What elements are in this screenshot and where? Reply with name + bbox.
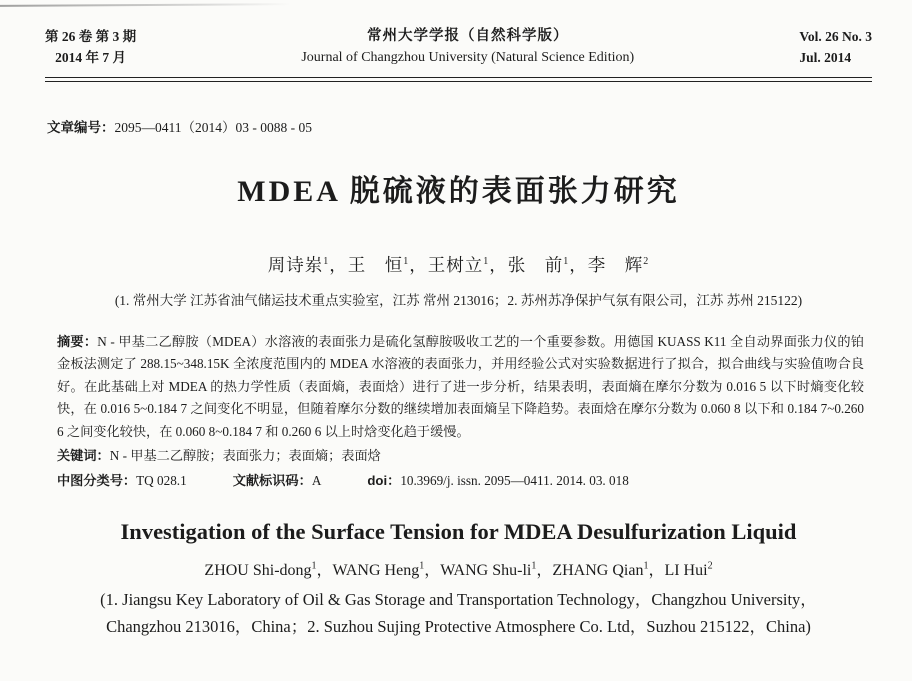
volume-issue-cn: 第 26 卷 第 3 期 [45,29,137,44]
doc-code-segment [233,470,322,493]
author-cn: 周诗岽$^1$ [267,254,330,275]
abstract-text: N - 甲基二乙醇胺（MDEA）水溶液的表面张力是硫化氢醇胺吸收工艺的一个重要参数。用德国 KUASS K11 全自动界面张力仪的铂金板法测定了 288.15~348.15K 全浓度范围内的 MDEA 水溶液的表面张力，并用经验公式对实验数据进行了拟合，拟合曲线与实验值吻合良好。在此基础上对 MDEA 的热力学性质（表面熵，表面焓）进行了进一步分析，结果表明，表面熵在摩尔分数为 0.016 5 以下时熵变化较快，在 0.016 5~0.184 7 之间变化不明显，但随着摩尔分数的继续增加表面熵呈下降趋势。表面焓在摩尔分数为 0.060 8 以下和 0.184 7~0.260 6 之间变化较快，在 0.060 8~0.184 7 和 0.260 6 以上时焓变化趋于缓慢。 [57,333,865,439]
doi-segment [367,470,628,493]
doc-code-label: 文献标识码： [232,473,312,489]
affiliation-en-line2: Changzhou 213016，China；2. Suzhou Sujing Protective Atmosphere Co. Ltd，Suzhou 215122，China) [106,616,811,636]
affiliation-en-line1: (1. Jiangsu Key Laboratory of Oil & Gas Storage and Transportation Technology，Changzhou University， [100,589,817,609]
doi-label: doi： [367,473,401,489]
authors-en [45,557,872,580]
author-en: ZHOU Shi-dong$^1$ [204,560,317,579]
affiliation-cn: (1. 常州大学 江苏省油气储运技术重点实验室，江苏 常州 213016；2. 苏州苏净保护气氛有限公司，江苏 苏州 215122) [114,292,803,308]
author-en: LI Hui$^2$ [664,560,713,579]
author-separator: ， [316,561,333,579]
keywords-label: 关键词： [57,448,110,464]
date-en: Jul. 2014 [799,50,852,65]
author-en: ZHANG Qian$^1$ [552,560,649,579]
author-separator: ， [329,254,348,275]
article-number-line [47,116,872,136]
affiliation-en [45,586,872,640]
author-separator: ， [569,254,588,275]
doc-code-value: A [311,473,322,489]
abstract-paragraph [57,331,864,444]
author-cn: 张 前$^1$ [507,254,570,275]
author-separator: ， [536,561,553,579]
clc-segment [57,470,187,493]
journal-name-block [136,26,799,68]
author-separator: ， [409,254,428,275]
header-volume-issue-block [45,26,136,68]
author-cn: 王树立$^1$ [427,254,490,275]
clc-value: TQ 028.1 [136,473,187,489]
journal-name-cn: 常州大学学报（自然科学版） [366,28,569,44]
clc-label: 中图分类号： [57,473,137,489]
journal-name-en: Journal of Changzhou University (Natural Science Edition) [301,50,635,65]
paper-title-en: Investigation of the Surface Tension for MDEA Desulfurization Liquid [120,518,797,544]
classification-line [57,470,864,493]
volume-en: Vol. 26 No. 3 [799,29,872,44]
authors-cn [45,252,872,277]
author-cn: 王 恒$^1$ [347,254,410,275]
abstract-label: 摘要： [57,333,98,349]
journal-header [45,26,872,68]
header-divider [45,77,872,82]
author-en: WANG Heng$^1$ [332,560,425,579]
author-separator: ， [489,254,508,275]
date-cn: 2014 年 7 月 [55,50,126,65]
paper-title-cn: MDEA 脱硫液的表面张力研究 [237,174,680,208]
header-vol-en-block [799,26,872,68]
author-en: WANG Shu-$li^1$ [440,560,537,579]
doi-value: 10.3969/j. issn. 2095—0411. 2014. 03. 018 [400,473,629,489]
author-cn: 李 辉$^2$ [587,254,650,275]
keywords-line [57,445,864,468]
author-separator: ， [424,561,441,579]
article-number-value: 2095—0411（2014）03 - 0088 - 05 [114,119,312,135]
author-separator: ， [648,561,665,579]
keywords-text: N - 甲基二乙醇胺；表面张力；表面熵；表面焓 [109,448,381,464]
article-number-label: 文章编号： [47,119,115,135]
